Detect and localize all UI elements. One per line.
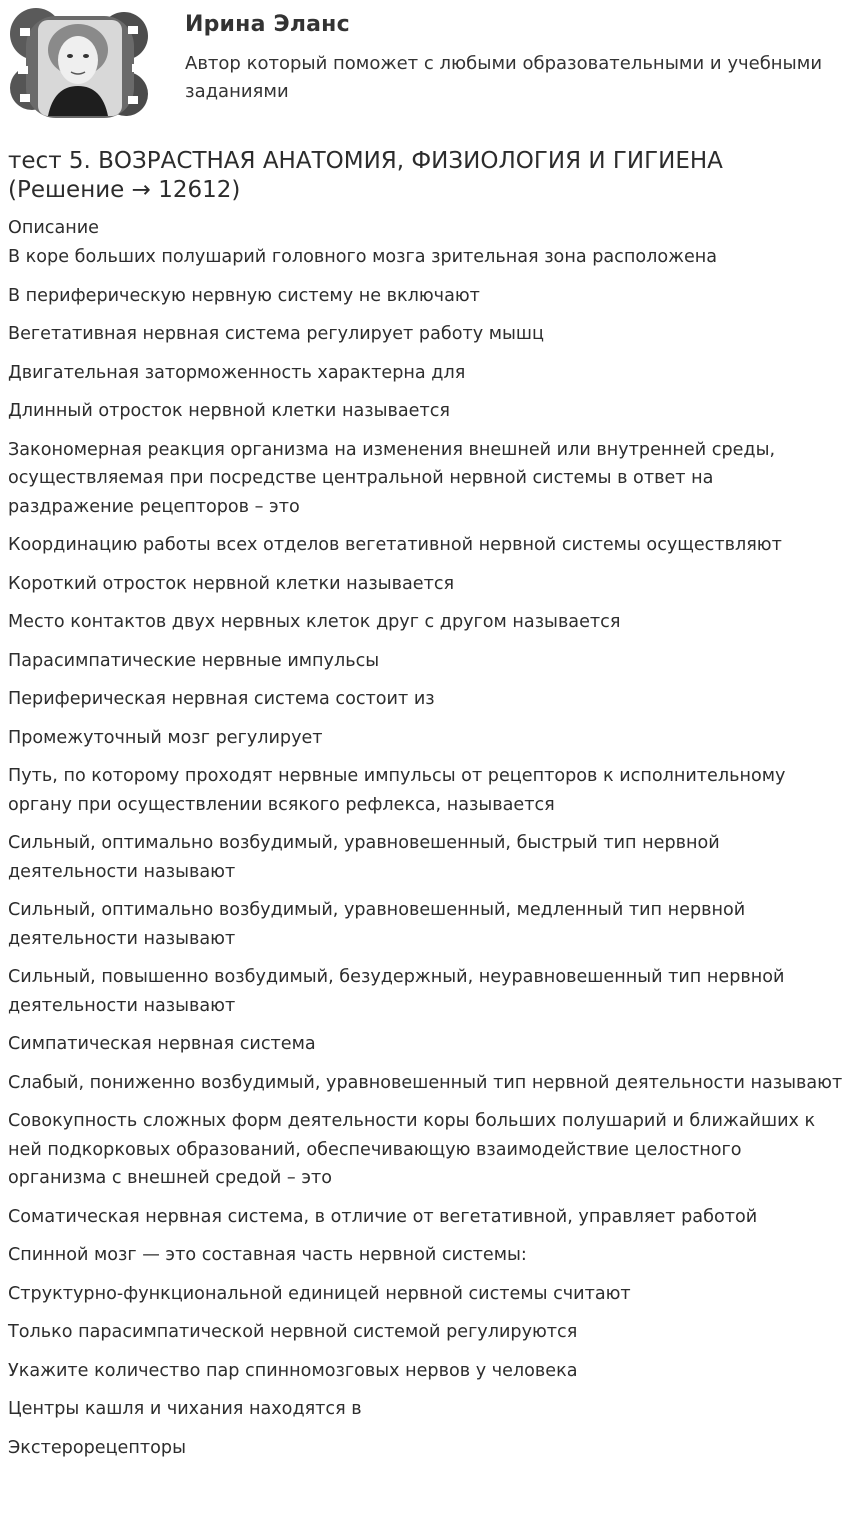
question-list xyxy=(8,243,843,1462)
question-item: Вегетативная нервная система регулирует работу мышц xyxy=(8,324,544,344)
question-item: Сильный, оптимально возбудимый, уравновешенный, медленный тип нервной деятельности называют xyxy=(8,900,746,949)
author-block xyxy=(0,0,847,140)
description-label: Описание xyxy=(8,218,100,238)
question-item: Промежуточный мозг регулирует xyxy=(8,727,323,748)
question-item: Структурно-функциональной единицей нервной системы считают xyxy=(8,1283,631,1304)
question-item: Слабый, пониженно возбудимый, уравновешенный тип нервной деятельности называют xyxy=(8,1072,843,1093)
question-item: Центры кашля и чихания находятся в xyxy=(8,1399,362,1419)
author-description: Автор который поможет с любыми образовательными и учебными заданиями xyxy=(185,53,823,102)
question-item: В коре больших полушарий головного мозга зрительная зона расположена xyxy=(8,247,718,267)
question-item: Путь, по которому проходят нервные импульсы от рецепторов к исполнительному органу при осуществлении всякого рефлекса, называется xyxy=(8,766,786,815)
question-item: Закономерная реакция организма на изменения внешней или внутренней среды, осуществляемая при посредстве центральной нервной системы в ответ на раздражение рецепторов – это xyxy=(8,439,776,517)
question-item: Экстерорецепторы xyxy=(8,1437,186,1458)
page-title: тест 5. ВОЗРАСТНАЯ АНАТОМИЯ, ФИЗИОЛОГИЯ И ГИГИЕНА (Решение → 12612) xyxy=(8,148,723,203)
question-item: Совокупность сложных форм деятельности коры больших полушарий и ближайших к ней подкорковых образований, обеспечивающую взаимодействие целостного организма с внешней средой – это xyxy=(8,1111,816,1188)
question-item: Сильный, оптимально возбудимый, уравновешенный, быстрый тип нервной деятельности называют xyxy=(8,833,720,882)
question-item: Длинный отросток нервной клетки называется xyxy=(8,401,450,421)
author-avatar[interactable] xyxy=(6,6,152,128)
question-item: Периферическая нервная система состоит из xyxy=(8,689,435,709)
question-item: Место контактов двух нервных клеток друг с другом называется xyxy=(8,612,621,632)
content xyxy=(8,214,843,1472)
question-item: В периферическую нервную систему не включают xyxy=(8,285,480,306)
question-item: Спинной мозг — это составная часть нервной системы: xyxy=(8,1245,527,1265)
question-item: Сильный, повышенно возбудимый, безудержный, неуравновешенный тип нервной деятельности называют xyxy=(8,967,785,1016)
question-item: Парасимпатические нервные импульсы xyxy=(8,650,380,671)
author-name: Ирина Эланс xyxy=(185,12,350,37)
question-item: Укажите количество пар спинномозговых нервов у человека xyxy=(8,1360,578,1381)
question-item: Соматическая нервная система, в отличие от вегетативной, управляет работой xyxy=(8,1206,758,1227)
film-frame-avatar-icon xyxy=(6,6,152,128)
question-item: Двигательная заторможенность характерна для xyxy=(8,362,466,383)
question-item: Короткий отросток нервной клетки называется xyxy=(8,573,455,594)
question-item: Только парасимпатической нервной системой регулируются xyxy=(8,1322,578,1342)
question-item: Координацию работы всех отделов вегетативной нервной системы осуществляют xyxy=(8,535,782,555)
question-item: Симпатическая нервная система xyxy=(8,1034,316,1054)
